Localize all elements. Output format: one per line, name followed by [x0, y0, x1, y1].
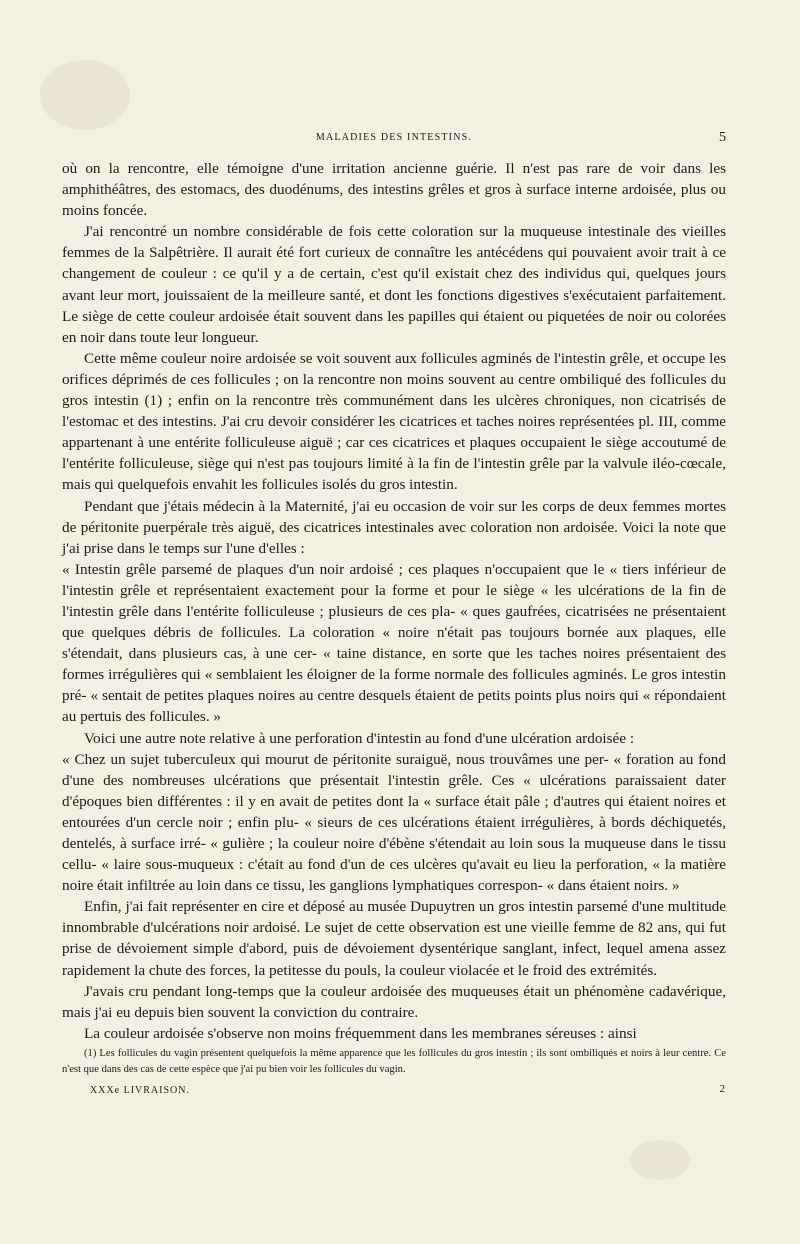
footnote: (1) Les follicules du vagin présentent quelquefois la même apparence que les follicules du gros intestin ; ils sont ombiliqués et noirs à leur centre. Ce n'est que dans des cas de cette espèce que j'ai pu bien voir les follicules du vagin.	[62, 1048, 726, 1075]
quoted-note: « Intestin grêle parsemé de plaques d'un noir ardoisé ; ces plaques n'occupaient que le « tiers inférieur de l'intestin grêle et représentaient exactement pour la forme et pour le siège « les ulcérations de la fin de l'intestin grêle dans l'entérite folliculeuse ; plusieurs de ces pla- « ques gaufrées, cicatrisées ne présentaient que quelques débris de follicules. La coloration « noire n'était pas toujours bornée aux plaques, elle s'étendait, dans plusieurs cas, à une cer- « taine distance, en sorte que les taches noires présentaient des formes irrégulières qui « semblaient les éloigner de la forme normale des follicules agminés. Le gros intestin pré- « sentait de petites plaques noires au centre desquels étaient de petits points plus noirs qui « répondaient au pertuis des follicules. »	[62, 560, 726, 726]
paragraph: Pendant que j'étais médecin à la Maternité, j'ai eu occasion de voir sur les corps de deux femmes mortes de péritonite puerpérale très aiguë, des cicatrices intestinales avec coloration non ardoisée. Voici la note que j'ai prise dans le temps sur l'une d'elles :	[62, 497, 726, 557]
paragraph: Voici une autre note relative à une perforation d'intestin au fond d'une ulcération ardoisée :	[84, 729, 635, 747]
paragraph: La couleur ardoisée s'observe non moins fréquemment dans les membranes séreuses : ainsi	[84, 1024, 637, 1042]
signature-mark: 2	[719, 1083, 726, 1095]
page-number: 5	[719, 130, 726, 145]
paragraph: J'avais cru pendant long-temps que la couleur ardoisée des muqueuses était un phénomène cadavérique, mais j'ai eu depuis bien souvent la conviction du contraire.	[62, 982, 726, 1021]
paragraph: où on la rencontre, elle témoigne d'une irritation ancienne guérie. Il n'est pas rare de voir dans les amphithéâtres, des estomacs, des duodénums, des intestins grêles et gros à surface interne ardoisée, plus ou moins foncée.	[62, 160, 726, 220]
paragraph: Cette même couleur noire ardoisée se voit souvent aux follicules agminés de l'intestin grêle, et occupe les orifices déprimés de ces follicules ; on la rencontre non moins souvent au centre ombiliqué des follicules du gros intestin (1) ; enfin on la rencontre très communément dans les ulcères chroniques, non cicatrisés de l'estomac et des intestins. J'ai cru devoir considérer les cicatrices et taches noires représentées pl. III, comme appartenant à une entérite folliculeuse aiguë ; car ces cicatrices et plaques occupaient le siège accoutumé de l'entérite folliculeuse, siège qui n'est pas toujours limité à la fin de l'intestin grêle par la valvule iléo-cœcale, mais qui quelquefois envahit les follicules isolés du gros intestin.	[62, 349, 726, 494]
page-header	[62, 130, 726, 150]
livraison-label: XXXe LIVRAISON.	[90, 1085, 190, 1096]
quoted-note: « Chez un sujet tuberculeux qui mourut de péritonite suraiguë, nous trouvâmes une per- « foration au fond d'une des nombreuses ulcérations que présentait l'intestin grêle. Ces « ulcérations paraissaient dater d'époques bien différentes : il y en avait de petites dont la « surface était pâle ; d'autres qui étaient noires et entourées d'un cercle noir ; enfin plu- « sieurs de ces ulcérations étaient irrégulières, à bords déchiquetés, dentelés, à surface irré- « gulière ; la couleur noire d'ébène s'étendait au loin sous la muqueuse dans le tissu cellu- « laire sous-muqueux : c'était au fond d'un de ces ulcères qu'avait eu lieu la perforation, « la matière noire était infiltrée au loin dans ce tissu, les ganglions lymphatiques correspon- « dans étaient noirs. »	[62, 750, 726, 895]
main-text	[62, 158, 726, 1044]
running-title: MALADIES DES INTESTINS.	[315, 132, 473, 143]
page-footer	[90, 1085, 726, 1101]
paragraph: Enfin, j'ai fait représenter en cire et déposé au musée Dupuytren un gros intestin parsemé d'une multitude innombrable d'ulcérations noir ardoisé. Le sujet de cette observation est une vieille femme de 82 ans, qui fut prise de dévoiement simple d'abord, puis de dévoiement dysentérique sanglant, infect, lequel amena assez rapidement la chute des forces, la petitesse du pouls, la couleur violacée et le froid des extrémités.	[62, 898, 726, 979]
paragraph: J'ai rencontré un nombre considérable de fois cette coloration sur la muqueuse intestinale des vieilles femmes de la Salpêtrière. Il aurait été fort curieux de connaître les antécédens qui pouvaient avoir trait à ce changement de couleur : ce qu'il y a de certain, c'est qu'il existait chez des individus qui, quelques jours avant leur mort, jouissaient de la meilleure santé, et dont les fonctions digestives s'exécutaient parfaitement. Le siège de cette couleur ardoisée était souvent dans les papilles qui étaient ou piquetées de noir ou colorées en noir dans toute leur longueur.	[62, 223, 726, 346]
